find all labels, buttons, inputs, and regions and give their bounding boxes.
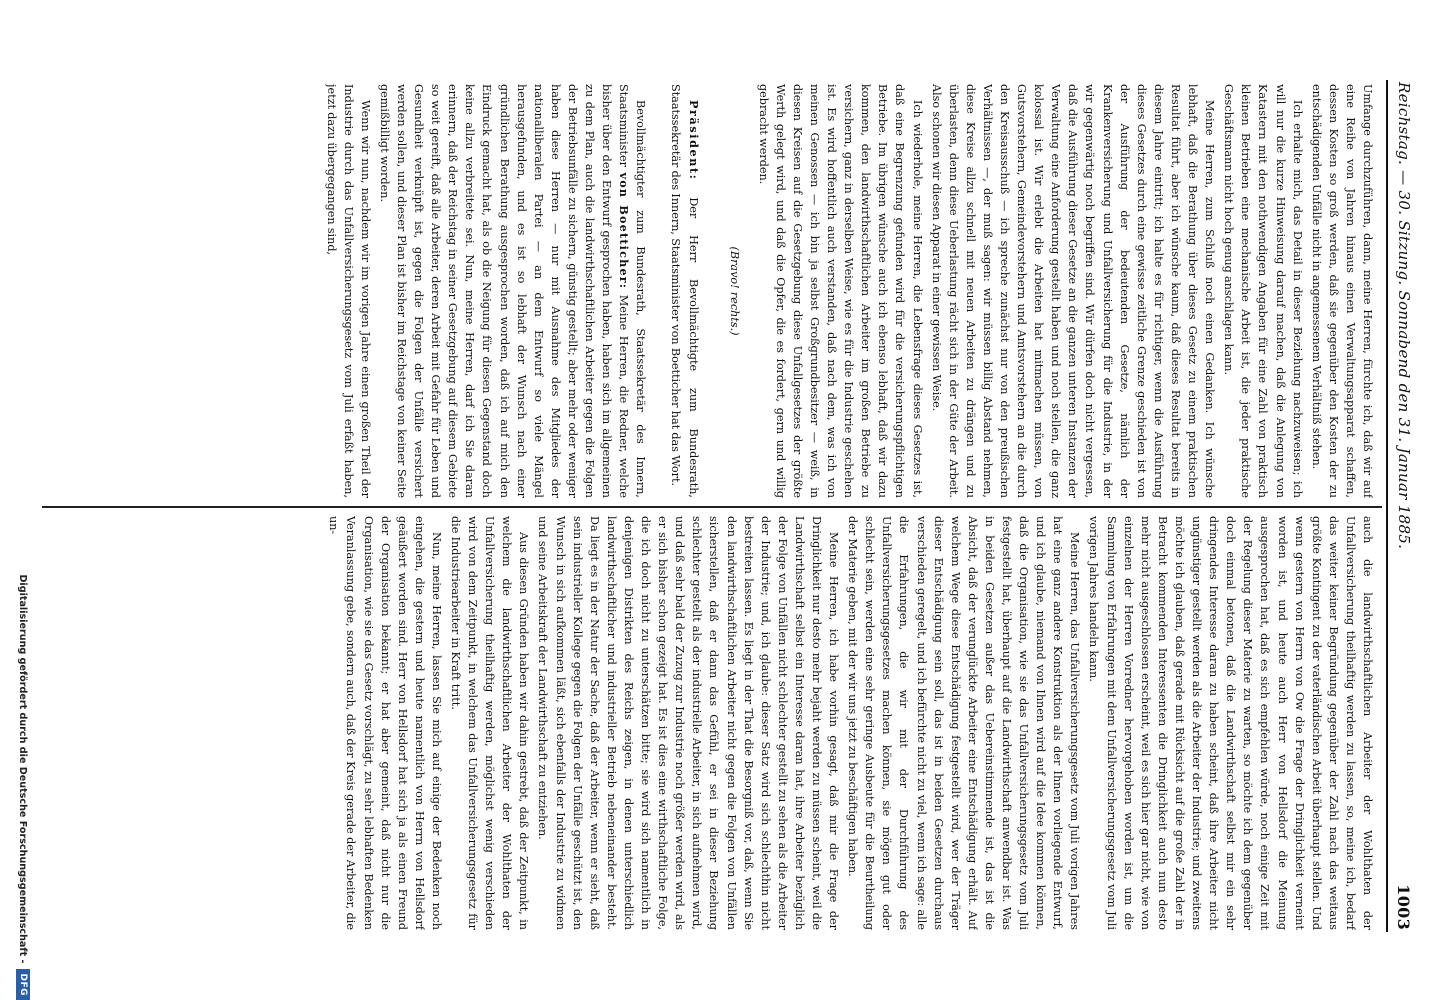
minister-intro: Bevollmächtigter zum Bundesrath, Staatssekretär des Innern, Staatsminister: [617, 84, 648, 498]
paragraph: Meine Herren, das Unfallversicherungsgesetz vom Juli vorigen Jahres hat eine ganz andere Konstruktion als der Ihnen vorliegende Entwurf, und ich glaube, niemand von Ihnen wird auf die Idee kommen können, daß die Organisation, wie sie das Unfallversicherungsgesetz vom Juli festgestellt hat, überhaupt auf die Landwirthschaft anwendbar ist. Was in beiden Gesetzen außer das Uebereinstimmende ist, das ist die Absicht, daß der verunglückte Arbeiter eine Entschädigung erhält. Auf welchem Wege diese Entschädigung festgestellt wird, wer der Träger dieser Entschädigung sein soll, das ist in beiden Gesetzen durchaus verschieden geregelt, und ich befürchte nicht zu viel, wenn ich sage: alle die Erfahrungen, die wir mit der Durchführung des Unfallversicherungsgesetzes machen können, sie mögen gut oder schlecht sein, werden eine sehr geringe Ausbeute für die Beurtheilung der Materie geben, mit der wir uns jetzt zu beschäftigen haben.: [846, 516, 1082, 930]
minister-speech-start: Meine Herren, die Redner, welche bisher über den Entwurf gesprochen haben, haben sich im allgemeinen zu dem Plan, auch die landwirthschaftlichen Arbeiter gegen die Folgen der Betriebsunfälle zu sichern, günstig gestellt; aber mehr oder weniger haben diese Herren — nur mit Ausnahme des Mitgliedes der nationalliberalen Partei — an dem Entwurf so viele Mängel herausgefunden, und es ist so lebhaft der Wunsch nach einer gründlichen Berathung ausgesprochen worden, daß ich auf mich den Eindruck gemacht hat, als ob die Neigung für diesen Gegenstand doch keine allzu verbreitete sei. Nun, meine Herren, darf ich Sie daran erinnern, daß der Reichstag in seiner Gesetzgebung auf diesem Gebiete so weit gereift, daß alle Arbeiter, deren Arbeit mit Gefahr für Leben und Gesundheit verknüpft ist, gegen die Folgen der Unfälle versichert werden sollen, und dieser Plan ist bisher im Reichstage von keiner Seite gemißbilligt worden.: [377, 84, 631, 498]
paragraph: auch die landwirthschaftlichen Arbeiter der Wohlthaten der Unfallversicherung theilhaftig werden zu lassen, so, meine ich, bedarf das weiter keiner Begründung gegenüber der Zahl nach das weitaus größte Kontingent zu der vaterländischen Arbeit überhaupt stellen. Und wenn gestern von Herrn von Ow die Frage der Dringlichkeit verneint worden ist, und heute auch Herr von Hellsdorf die Meinung ausgesprochen hat, daß es sich empfehlen würde, noch einige Zeit mit der Regelung dieser Materie zu warten, so möchte ich dem gegenüber doch einmal betonen, daß die Landwirthschaft selbst mir ein sehr dringendes Interesse daran zu haben scheint, daß ihre Arbeiter nicht ungünstiger gestellt werden als die Arbeiter der Industrie; und zweitens möchte ich glauben, daß gerade mit Rücksicht auf die große Zahl der in Betracht kommenden Interessenten die Dringlichkeit auch nun desto mehr nicht ausgeschlossen erscheint, weil es sich hier gar nicht, wie von einzelnen der Herren Vorredner hervorgehoben worden ist, um die Sammlung von Erfahrungen mit dem Unfallversicherungsgesetz vom Juli vorigen Jahres handeln kann.: [1087, 516, 1374, 930]
running-title: Reichstag. — 30. Sitzung. Sonnabend den 31. Januar 1885.: [1395, 82, 1413, 550]
digitization-credit: [11, 574, 35, 1000]
column-divider: [42, 506, 1382, 508]
minister-name: von Boetticher:: [617, 172, 632, 290]
paragraph: Wenn wir nun, nachdem wir im vorigen Jahre einen großen Theil der Industrie durch das Unfallversicherungsgesetz vom Juli erfaßt haben, jetzt dazu übergegangen sind,: [324, 84, 372, 498]
paragraph: Meine Herren, ich habe vorhin gesagt, daß mir die Frage der Dringlichkeit nur desto mehr bejaht werden zu müssen scheint, weil die Landwirthschaft selbst ein Interesse daran hat, ihre Arbeiter bezüglich der Folge von Unfällen nicht schlechter gestellt zu sehen als die Arbeiter der Industrie; und, ich glaube: dieser Satz wird sich schlechthin nicht bestreiten lassen. Es liegt in der That die Besorgniß vor, daß, wenn Sie den landwirthschaftlichen Arbeiter nicht gegen die Folgen von Unfällen sicherstellen, daß er dann das Gefühl, er sei in dieser Beziehung schlechter gestellt als der industrielle Arbeiter, in sich aufnehmen wird, und daß sehr bald der Zuzug zur Industrie noch größer werden wird, als er sich bisher schon gezeigt hat. Es ist dies eine wirthschaftliche Folge, die ich doch nicht zu unterschätzen bitte; sie wird sich namentlich in denjenigen Distrikten des Reichs zeigen, in denen unterschiedlich landwirthschaftlicher und industrieller Betrieb nebeneinander besteht. Da liegt es in der Natur der Sache, daß der Arbeiter, wenn er sieht, daß sein industrieller Kollege gegen die Folgen der Unfälle geschützt ist, den Wunsch in sich aufkommen läßt, sich ebenfalls der Industrie zu widmen und seine Arbeitskraft der Landwirthschaft zu entziehen.: [536, 516, 841, 930]
paragraph: Aus diesen Gründen haben wir dahin gestrebt, daß der Zeitpunkt, in welchem die landwirthschaftlichen Arbeiter der Wohlthaten der Unfallversicherung theilhaftig werden, möglichst wenig verschieden wird von dem Zeitpunkt, in welchem das Unfallversicherungsgesetz für die Industriearbeiter in Kraft tritt.: [449, 516, 531, 930]
paragraph: Ich erhalte mich, das Detail in dieser Beziehung nachzuweisen; ich will nur die kurze Hinweisung darauf machen, daß die Anlegung von Katastern mit den nothwendigen Angaben für eine Zahl von praktisch kleinen Betrieben eine mechanische Arbeit ist, die jeder praktische Geschäftsmann nicht hoch genug anschlagen kann.: [1222, 84, 1304, 498]
running-header: [1390, 82, 1418, 930]
left-column: [46, 84, 1376, 498]
president-label: Präsident:: [686, 100, 701, 181]
right-column: [46, 516, 1376, 930]
paragraph: Ich wiederhole, meine Herren, die Lebensfrage dieses Gesetzes ist, daß eine Begrenzung gefunden wird für die versicherungspflichtigen Betriebe. Im übrigen wünsche auch ich ebenso lebhaft, daß wir dazu kommen, den landwirthschaftlichen Arbeiter im großen Betriebe zu versichern, ganz in derselben Weise, wie es für die Industrie geschehen ist. Es wird hoffentlich auch verstanden, daß nach dem, was ich von meinen Genossen — ich bin ja selbst Großgrundbesitzer — weiß, in diesen Kreisen auf die Gesetzgebung diese Unfallgesetzes der größte Werth gelegt wird, und daß die Opfer, die es fordert, gern und willig gebracht werden.: [756, 84, 924, 498]
page-number: 1003: [1394, 884, 1414, 930]
minister-intro-paragraph: [376, 84, 650, 498]
president-paragraph: [667, 84, 701, 498]
dfg-logo: DFG: [16, 969, 30, 1000]
applause-note: (Bravo! rechts.): [727, 246, 741, 336]
paragraph: Meine Herren, zum Schluß noch einen Gedanken. Ich wünsche lebhaft, daß die Berathung über dieses Gesetz zu einem praktischen Resultat führt, aber ich wünsche kaum, daß dieses Resultat bereits in diesem Jahre eintritt; ich halte es für richtiger, wenn die Ausführung dieses Gesetzes durch eine gewisse zeitliche Grenze geschieden ist von der Ausführung der bedeutenden Gesetze, nämlich der Krankenversicherung und Unfallversicherung für die Industrie, in der wir gegenwärtig noch begriffen sind. Wir dürfen doch nicht vergessen, daß die Ausführung dieser Gesetze an die ganzen unteren Instanzen der Verwaltung eine Anforderung gestellt haben und noch stellen, die ganz kolossal ist. Wir erlebt die Arbeiten hat mitmachen müssen, von Gutsvorstehern, Gemeindevorstehern und Amtsvorstehern an die durch den Kreisausschuß — ich spreche zunächst nur von den preußischen Verhältnissen —, der muß sagen: wir müssen billig Abstand nehmen, diese Kreise allzu schnell mit neuen Arbeiten zu drängen und zu überlasten, denn diese Ueberlastung rächt sich in der Güte der Arbeit. Also schonen wir diesen Apparat in einer gewissen Weise.: [929, 84, 1217, 498]
paragraph: Umfange durchzuführen, dann, meine Herren, fürchte ich, daß wir auf eine Reihe von Jahren hinaus einen Verwaltungsapparat schaffen, dessen Kosten so groß werden, daß sie gegenüber den Kosten der zu entschädigenden Unfälle nicht in angemessenem Verhältniß stehen.: [1309, 84, 1374, 498]
president-text: Der Herr Bevollmächtigte zum Bundesrath, Staatssekretär des Innern, Staatsminister von Boetticher hat das Wort.: [669, 84, 700, 498]
header-rule: [1386, 80, 1388, 932]
credit-text: Digitalisierung gefördert durch die Deutsche Forschungsgemeinschaft -: [17, 574, 29, 964]
paragraph: Nun, meine Herren, lassen Sie mich auf einige der Bedenken noch eingehen, die gestern und heute namentlich von Herrn von Hellsdorf geäußert worden sind. Herr von Hellsdorf hat sich ja als einen Freund der Organisation bekannt; er hat aber gemeint, daß nicht nur die Organisation, wie sie das Gesetz vorschlägt, zu sehr lebhaften Bedenken Veranlassung gebe, sondern auch, daß der Kreis gerade der Arbeiter, die un-: [327, 516, 443, 930]
